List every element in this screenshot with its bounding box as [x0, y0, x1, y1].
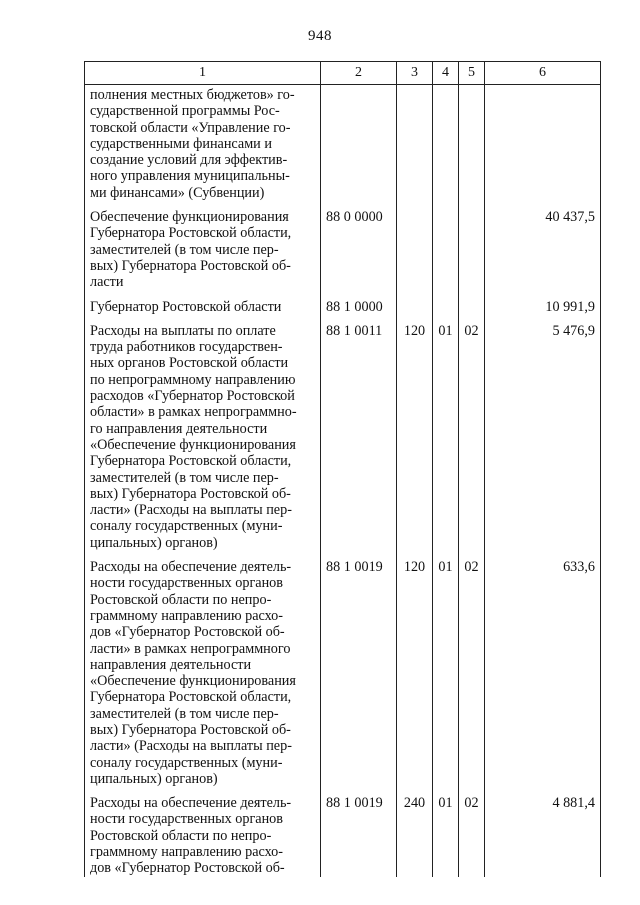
description-line: Ростовской области по непро- — [90, 591, 272, 608]
description-line: ного управления муниципальны- — [90, 168, 290, 185]
row-target-code: 88 1 0011 — [321, 315, 397, 551]
description-line: товской области «Управление го- — [90, 119, 291, 136]
table-row — [85, 85, 601, 202]
row-section — [433, 85, 459, 202]
row-subsection — [459, 291, 485, 315]
description-line: направления деятельности — [90, 656, 252, 673]
description-line: соналу государственных (муни- — [90, 754, 283, 771]
description-line: ных органов Ростовской области — [90, 355, 289, 372]
description-line: расходов «Губернатор Ростовской — [90, 388, 295, 405]
row-subsection: 02 — [459, 551, 485, 787]
description-line: области» в рамках непрограммно- — [90, 404, 297, 421]
description-line: заместителей (в том числе пер- — [90, 469, 279, 486]
description-line: Ростовской области по непро- — [90, 827, 272, 844]
description-line: го направления деятельности — [90, 420, 268, 437]
description-line: создание условий для эффектив- — [90, 152, 288, 169]
description-line: Расходы на выплаты по оплате — [90, 322, 276, 339]
row-section — [433, 291, 459, 315]
row-section: 01 — [433, 551, 459, 787]
column-header: 2 — [321, 62, 397, 85]
row-amount: 633,6 — [485, 551, 601, 787]
row-amount: 40 437,5 — [485, 201, 601, 290]
row-description — [85, 85, 321, 202]
description-line: Обеспечение функционирования — [90, 209, 289, 226]
row-section — [433, 201, 459, 290]
description-line: ласти» в рамках непрограммного — [90, 640, 291, 657]
column-header: 6 — [485, 62, 601, 85]
row-section: 01 — [433, 787, 459, 876]
row-description — [85, 551, 321, 787]
budget-table — [84, 61, 601, 877]
row-amount: 10 991,9 — [485, 291, 601, 315]
row-expense-type: 120 — [397, 315, 433, 551]
description-line: сударственными финансами и — [90, 135, 272, 152]
row-description — [85, 201, 321, 290]
description-line: заместителей (в том числе пер- — [90, 241, 279, 258]
description-line: труда работников государствен- — [90, 339, 283, 356]
row-expense-type — [397, 201, 433, 290]
column-header: 5 — [459, 62, 485, 85]
description-line: граммному направлению расхо- — [90, 844, 283, 861]
description-line: «Обеспечение функционирования — [90, 436, 296, 453]
row-expense-type: 120 — [397, 551, 433, 787]
description-line: Губернатора Ростовской области, — [90, 689, 292, 706]
row-target-code: 88 0 0000 — [321, 201, 397, 290]
description-line: ласти» (Расходы на выплаты пер- — [90, 738, 292, 755]
description-line: сударственной программы Рос- — [90, 103, 280, 120]
table-row — [85, 787, 601, 876]
description-line: дов «Губернатор Ростовской об- — [90, 860, 285, 877]
row-expense-type — [397, 85, 433, 202]
column-header: 1 — [85, 62, 321, 85]
description-line: заместителей (в том числе пер- — [90, 705, 279, 722]
description-line: Губернатор Ростовской области — [90, 298, 282, 315]
row-target-code — [321, 85, 397, 202]
description-line: ми финансами» (Субвенции) — [90, 184, 265, 201]
row-description — [85, 291, 321, 315]
row-target-code: 88 1 0019 — [321, 787, 397, 876]
row-description — [85, 787, 321, 876]
description-line: полнения местных бюджетов» го- — [90, 87, 295, 103]
row-section: 01 — [433, 315, 459, 551]
column-header: 4 — [433, 62, 459, 85]
description-line: вых) Губернатора Ростовской об- — [90, 485, 291, 502]
description-line: вых) Губернатора Ростовской об- — [90, 721, 291, 738]
table-row — [85, 291, 601, 315]
row-target-code: 88 1 0019 — [321, 551, 397, 787]
row-amount: 4 881,4 — [485, 787, 601, 876]
table-header-row — [85, 62, 601, 85]
description-line: дов «Губернатор Ростовской об- — [90, 624, 285, 641]
description-line: по непрограммному направлению — [90, 371, 296, 388]
row-target-code: 88 1 0000 — [321, 291, 397, 315]
column-header: 3 — [397, 62, 433, 85]
description-line: ласти — [90, 274, 124, 291]
description-line: соналу государственных (муни- — [90, 518, 283, 535]
description-line: «Обеспечение функционирования — [90, 673, 296, 690]
table-row — [85, 315, 601, 551]
description-line: вых) Губернатора Ростовской об- — [90, 257, 291, 274]
description-line: ципальных) органов) — [90, 534, 218, 551]
description-line: ности государственных органов — [90, 811, 283, 828]
table-row — [85, 551, 601, 787]
row-subsection — [459, 85, 485, 202]
description-line: ласти» (Расходы на выплаты пер- — [90, 502, 292, 519]
description-line: Губернатора Ростовской области, — [90, 225, 292, 242]
row-amount — [485, 85, 601, 202]
description-line: Расходы на обеспечение деятель- — [90, 795, 292, 812]
row-subsection: 02 — [459, 315, 485, 551]
description-line: граммному направлению расхо- — [90, 607, 283, 624]
row-expense-type: 240 — [397, 787, 433, 876]
page-number: 948 — [308, 28, 332, 44]
row-amount: 5 476,9 — [485, 315, 601, 551]
description-line: ципальных) органов) — [90, 770, 218, 787]
description-line: Расходы на обеспечение деятель- — [90, 559, 292, 576]
description-line: Губернатора Ростовской области, — [90, 453, 292, 470]
description-line: ности государственных органов — [90, 575, 283, 592]
row-description — [85, 315, 321, 551]
row-expense-type — [397, 291, 433, 315]
table-row — [85, 201, 601, 290]
row-subsection: 02 — [459, 787, 485, 876]
row-subsection — [459, 201, 485, 290]
